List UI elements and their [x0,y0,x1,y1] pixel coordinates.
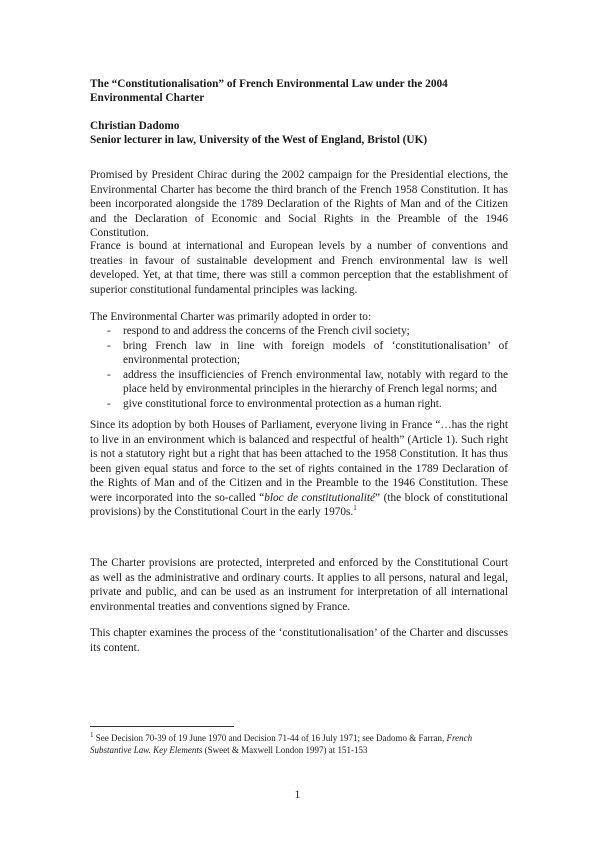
bullet-dash: - [107,339,111,352]
paragraph-text: Promised by President Chirac during the 2002 campaign for the Presidential elections, the Environmental Charter has become the third branch of the French 1958 Constitution. It has been incorporated alongside the 1789 Declaration of the Rights of Man and of the Citizen and the Declaration of Economic and Social Rights in the Preamble of the 1946 Constitution. [90,169,508,239]
italic-term: bloc de constitutionalité [264,491,375,504]
purpose-bullet-list [90,324,508,411]
paper-title [90,77,508,105]
list-item [90,397,508,412]
page-number: 1 [294,789,301,801]
bullet-dash: - [107,325,111,337]
footnote-divider [90,726,234,727]
bullet-dash: - [107,397,111,410]
paragraph-chapter-scope [90,626,508,655]
paragraph-text: The Charter provisions are protected, interpreted and enforced by the Constitutional Court as well as the administrative and ordinary courts. It applies to all persons, natural and legal, private and public, and can be used as an instrument for interpretation of all international environmental treaties and conventions signed by France. [90,557,508,613]
list-item-text: bring French law in line with foreign models of ‘constitutionalisation’ of environmental protection; [123,339,508,366]
footnote-book-title: French Substantive Law. Key Elements [90,733,473,755]
paper-title-line-2: Environmental Charter [90,92,205,104]
footnote [90,732,508,756]
paragraph-intro [90,168,508,241]
author-block [90,119,508,147]
author-affiliation: Senior lecturer in law, University of the West of England, Bristol (UK) [90,134,428,146]
footnote-text: (Sweet & Maxwell London 1997) at 151-153 [202,745,368,755]
paragraph-purpose-lead [90,310,508,325]
paragraph-adoption [90,418,508,520]
footnote-text: See Decision 70-39 of 19 June 1970 and Decision 71-44 of 16 July 1971; see Dadomo & Farran, [93,733,447,743]
author-name: Christian Dadomo [90,120,180,132]
list-item [90,339,508,368]
paragraph-text: This chapter examines the process of the ‘constitutionalisation’ of the Charter and discusses its content. [90,627,508,654]
paragraph-enforcement [90,556,508,614]
list-item-text: respond to and address the concerns of the French civil society; [123,325,410,337]
paragraph-text-part: ” (the block of constitutional provisions) by the Constitutional Court in the early 1970s. [90,491,508,518]
list-item-text: give constitutional force to environmental protection as a human right. [123,397,442,410]
paragraph-text: France is bound at international and European levels by a number of conventions and treaties in favour of sustainable development and French environmental law is well developed. Yet, at that time, there was still a common perception that the establishment of superior constitutional fundamental principles was lacking. [90,240,508,296]
list-item [90,368,508,397]
paper-title-line-1: The “Constitutionalisation” of French Environmental Law under the 2004 [90,78,448,90]
paragraph-text: The Environmental Charter was primarily adopted in order to: [90,311,372,323]
footnote-number: 1 [90,731,94,739]
paragraph-text-part: Since its adoption by both Houses of Parliament, everyone living in France “…has the right to live in an environment which is balanced and respectful of health” (Article 1). Such right is not a statutory right but a right that has been attached to the 1958 Constitution. It has thus been given equal status and force to the set of rights contained in the 1789 Declaration of the Rights of Man and of the Citizen and in the Preamble to the 1946 Constitution. These were incorporated into the so-called “ [90,419,508,504]
footnote-reference[interactable]: 1 [353,504,357,513]
bullet-dash: - [107,368,111,381]
list-item [90,324,508,339]
paragraph-text [90,418,508,520]
paragraph-context [90,239,508,297]
list-item-text: address the insufficiencies of French environmental law, notably with regard to the place held by environmental principles in the hierarchy of French legal norms; and [123,368,508,395]
